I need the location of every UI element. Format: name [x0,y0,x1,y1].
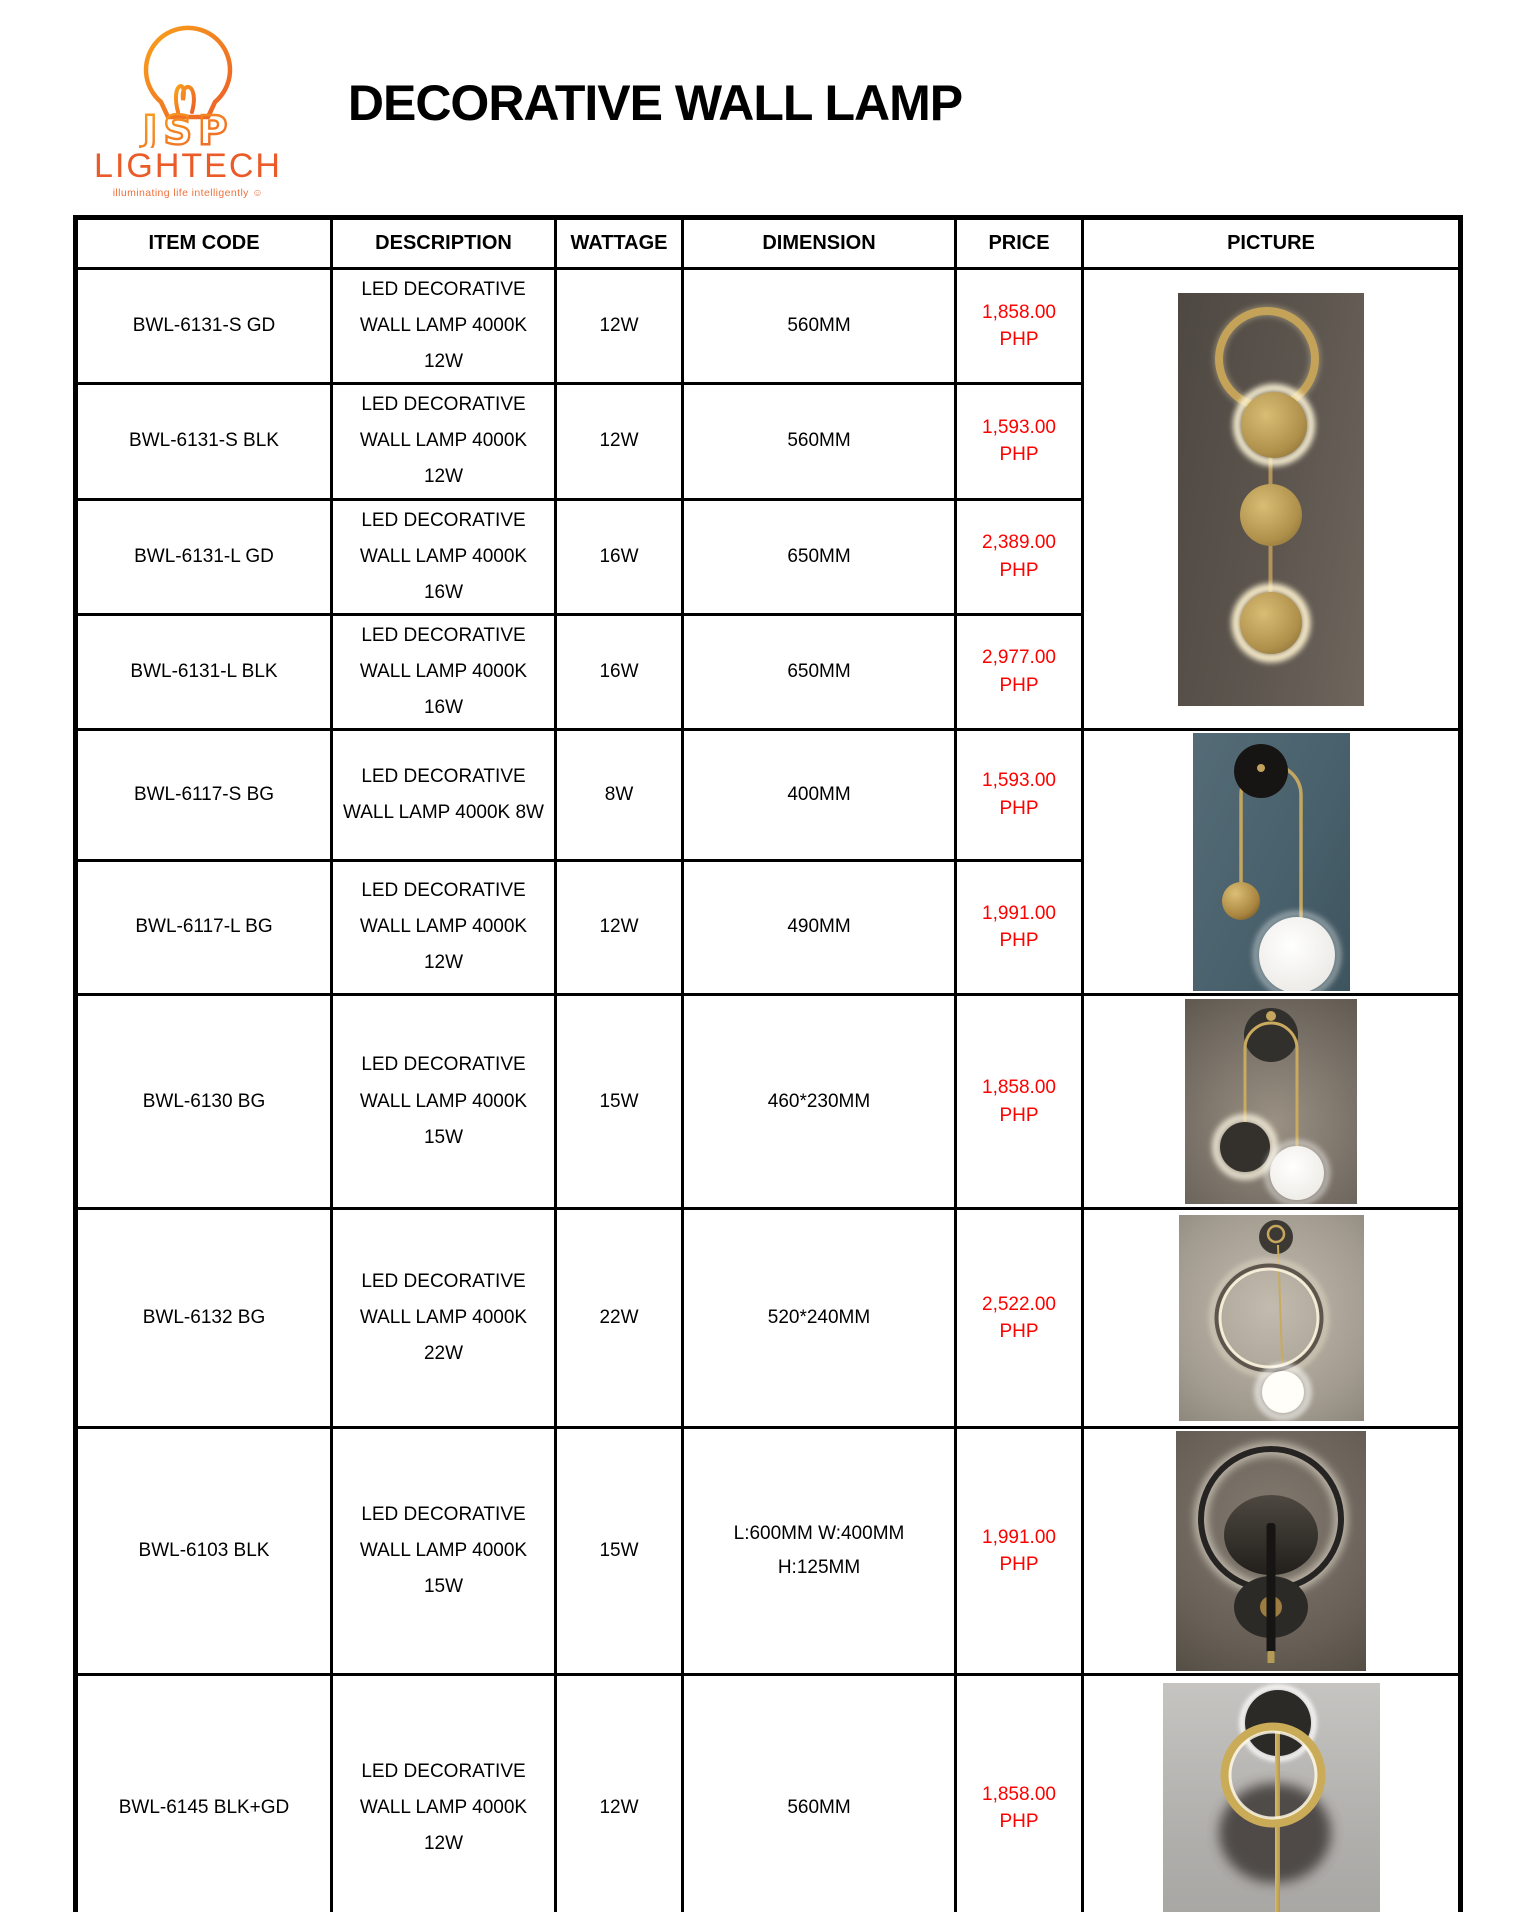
price-currency: PHP [999,930,1039,952]
cell-wattage: 8W [556,730,683,860]
header-wattage: WATTAGE [556,218,683,269]
cell-description: LED DECORATIVE WALL LAMP 4000K 12W [332,384,556,499]
header-picture: PICTURE [1083,218,1461,269]
price-currency: PHP [999,1104,1039,1126]
cell-price [956,995,1083,1209]
cell-picture-bwl-6130 [1083,995,1461,1209]
cell-dimension: 460*230MM [683,995,956,1209]
price-currency: PHP [999,1554,1039,1576]
cell-item-code: BWL-6131-S GD [76,269,332,384]
price-amount: 1,991.00 [982,1526,1056,1548]
cell-picture-bwl-6145 [1083,1675,1461,1912]
price-amount: 1,858.00 [982,1077,1056,1099]
price-currency: PHP [999,444,1039,466]
cell-description: LED DECORATIVE WALL LAMP 4000K 16W [332,499,556,614]
cell-wattage: 16W [556,614,683,729]
table-row [76,1428,1461,1675]
cell-description: LED DECORATIVE WALL LAMP 4000K 12W [332,269,556,384]
price-amount: 1,858.00 [982,1783,1056,1805]
cell-description: LED DECORATIVE WALL LAMP 4000K 16W [332,614,556,729]
price-currency: PHP [999,674,1039,696]
price-amount: 1,593.00 [982,770,1056,792]
cell-picture-bwl-6131 [1083,269,1461,730]
cell-wattage: 16W [556,499,683,614]
cell-item-code: BWL-6117-S BG [76,730,332,860]
cell-description: LED DECORATIVE WALL LAMP 4000K 22W [332,1209,556,1428]
wall-lamp-rings-illustration [1178,293,1364,706]
cell-item-code: BWL-6103 BLK [76,1428,332,1675]
cell-price [956,860,1083,995]
cell-description: LED DECORATIVE WALL LAMP 4000K 15W [332,995,556,1209]
product-table [73,215,1463,1912]
cell-dimension: L:600MM W:400MM H:125MM [683,1428,956,1675]
cell-dimension: 650MM [683,614,956,729]
cell-dimension: 560MM [683,1675,956,1912]
cell-picture-bwl-6103 [1083,1428,1461,1675]
product-photo-bwl-6132 [1179,1215,1364,1421]
brand-name: LIGHTECH [94,147,282,185]
product-photo-bwl-6145 [1163,1683,1380,1912]
wall-lamp-halo-illustration [1176,1431,1366,1671]
cell-item-code: BWL-6131-S BLK [76,384,332,499]
cell-description: LED DECORATIVE WALL LAMP 4000K 8W [332,730,556,860]
cell-price [956,384,1083,499]
table-row [76,1209,1461,1428]
cell-description: LED DECORATIVE WALL LAMP 4000K 12W [332,1675,556,1912]
price-amount: 2,389.00 [982,532,1056,554]
cell-price [956,730,1083,860]
cell-price [956,1428,1083,1675]
cell-price [956,1675,1083,1912]
cell-price [956,499,1083,614]
product-photo-bwl-6130 [1185,999,1357,1204]
cell-price [956,614,1083,729]
cell-wattage: 15W [556,1428,683,1675]
product-photo-bwl-6117 [1193,733,1350,991]
product-photo-bwl-6131 [1178,293,1364,706]
price-amount: 2,522.00 [982,1293,1056,1315]
header-dimension: DIMENSION [683,218,956,269]
cell-wattage: 15W [556,995,683,1209]
cell-dimension: 650MM [683,499,956,614]
cell-item-code: BWL-6117-L BG [76,860,332,995]
cell-item-code: BWL-6130 BG [76,995,332,1209]
svg-text:JSP: JSP [142,108,234,148]
cell-wattage: 12W [556,384,683,499]
cell-item-code: BWL-6132 BG [76,1209,332,1428]
product-photo-bwl-6103 [1176,1431,1366,1671]
cell-item-code: BWL-6131-L GD [76,499,332,614]
wall-lamp-pendulum-illustration [1193,733,1350,991]
cell-wattage: 22W [556,1209,683,1428]
table-row [76,269,1461,384]
cell-picture-bwl-6132 [1083,1209,1461,1428]
table-row [76,1675,1461,1912]
cell-price [956,1209,1083,1428]
wall-lamp-arch-illustration [1185,999,1357,1204]
price-currency: PHP [999,1811,1039,1833]
price-amount: 2,977.00 [982,647,1056,669]
price-currency: PHP [999,1321,1039,1343]
price-currency: PHP [999,329,1039,351]
header-item-code: ITEM CODE [76,218,332,269]
cell-dimension: 560MM [683,384,956,499]
table-header-row [76,218,1461,269]
cell-dimension: 560MM [683,269,956,384]
cell-dimension: 520*240MM [683,1209,956,1428]
cell-dimension: 490MM [683,860,956,995]
cell-description: LED DECORATIVE WALL LAMP 4000K 12W [332,860,556,995]
header-price: PRICE [956,218,1083,269]
cell-wattage: 12W [556,860,683,995]
cell-picture-bwl-6117 [1083,730,1461,995]
cell-wattage: 12W [556,269,683,384]
brand-tagline: illuminating life intelligently ☺ [112,187,264,199]
cell-item-code: BWL-6145 BLK+GD [76,1675,332,1912]
cell-wattage: 12W [556,1675,683,1912]
table-row [76,730,1461,860]
wall-lamp-hoop-illustration [1179,1215,1364,1421]
wall-lamp-ring-rod-illustration [1163,1683,1380,1912]
price-currency: PHP [999,559,1039,581]
price-currency: PHP [999,797,1039,819]
cell-item-code: BWL-6131-L BLK [76,614,332,729]
price-amount: 1,858.00 [982,301,1056,323]
page-title: DECORATIVE WALL LAMP [347,75,963,131]
header-description: DESCRIPTION [332,218,556,269]
table-row [76,995,1461,1209]
price-amount: 1,991.00 [982,902,1056,924]
cell-price [956,269,1083,384]
cell-dimension: 400MM [683,730,956,860]
price-amount: 1,593.00 [982,416,1056,438]
cell-description: LED DECORATIVE WALL LAMP 4000K 15W [332,1428,556,1675]
